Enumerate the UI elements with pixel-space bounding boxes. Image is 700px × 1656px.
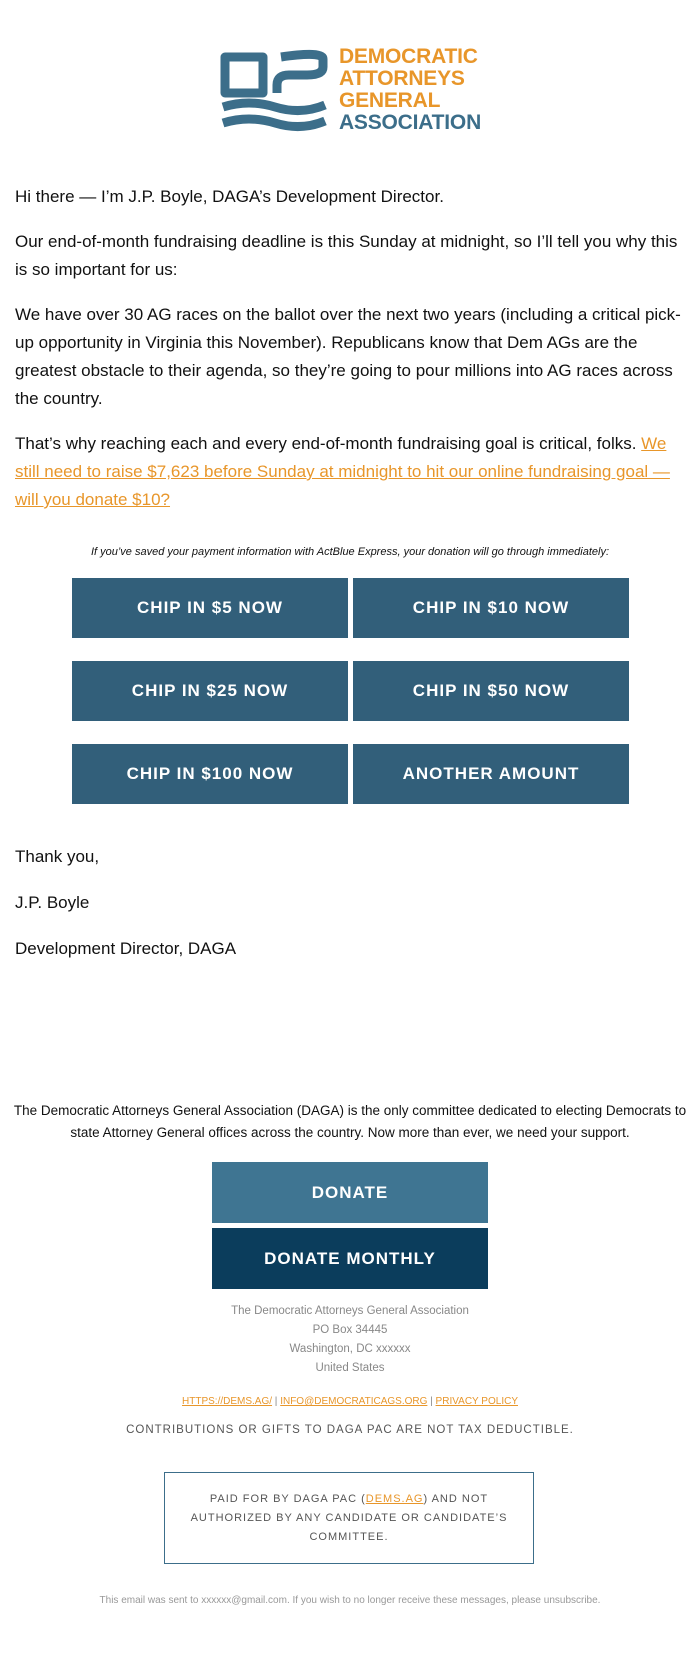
paid-for-pre: PAID FOR BY DAGA PAC ( <box>209 1492 366 1505</box>
donate-monthly-button[interactable]: DONATE MONTHLY <box>212 1228 488 1289</box>
signoff-title: Development Director, DAGA <box>15 939 237 958</box>
address-line-country: United States <box>315 1362 385 1374</box>
header-logo[interactable] <box>0 40 700 140</box>
greeting: Hi there — I’m J.P. Boyle, DAGA’s Development Director. <box>15 187 444 206</box>
another-amount-button[interactable]: ANOTHER AMOUNT <box>353 744 629 804</box>
signoff-thanks: Thank you, <box>15 847 100 866</box>
chip-in-50-button[interactable]: CHIP IN $50 NOW <box>353 661 629 721</box>
daga-flag-logo-icon <box>219 45 329 135</box>
letter-body <box>15 183 687 531</box>
link-separator: | <box>427 1396 436 1407</box>
logo-wordmark <box>339 46 481 134</box>
signoff-name: J.P. Boyle <box>15 893 90 912</box>
privacy-policy-link[interactable]: PRIVACY POLICY <box>435 1396 518 1407</box>
donate-button[interactable]: DONATE <box>212 1162 488 1223</box>
logo-line-attorneys: ATTORNEYS <box>338 67 465 90</box>
chip-in-10-button[interactable]: CHIP IN $10 NOW <box>353 578 629 638</box>
chip-in-buttons <box>72 578 630 804</box>
paragraph-goal-lead: That’s why reaching each and every end-of-month fundraising goal is critical, folks. <box>15 434 642 453</box>
paid-for-disclaimer <box>164 1472 534 1564</box>
footer-blurb: The Democratic Attorneys General Association (DAGA) is the only committee dedicated to electing Democrats to state Attorney General offices across the country. Now more than ever, we need your support. <box>13 1103 687 1140</box>
email-link[interactable]: INFO@DEMOCRATICAGS.ORG <box>280 1396 428 1407</box>
paid-for-post: ) AND NOT AUTHORIZED BY ANY CANDIDATE OR CANDIDATE’S COMMITTEE. <box>190 1492 508 1543</box>
website-link[interactable]: HTTPS://DEMS.AG/ <box>182 1396 273 1407</box>
signoff <box>15 843 687 981</box>
donate-ten-link[interactable]: We still need to raise $7,623 before Sunday at midnight to hit our online fundraising goal — will you donate $10? <box>15 434 670 509</box>
paragraph-deadline: Our end-of-month fundraising deadline is this Sunday at midnight, so I’ll tell you why this is so important for us: <box>15 232 678 279</box>
address-line-city: Washington, DC xxxxxx <box>289 1343 411 1355</box>
logo-line-association: ASSOCIATION <box>338 111 482 134</box>
tax-deductible-note: CONTRIBUTIONS OR GIFTS TO DAGA PAC ARE NOT TAX DEDUCTIBLE. <box>126 1424 574 1436</box>
chip-in-25-button[interactable]: CHIP IN $25 NOW <box>72 661 348 721</box>
link-separator: | <box>272 1396 281 1407</box>
logo-lockup <box>219 45 481 135</box>
paid-for-text <box>179 1490 519 1547</box>
mailing-address <box>0 1302 700 1378</box>
footer-links <box>0 1396 700 1407</box>
paragraph-goal <box>15 430 687 514</box>
chip-in-5-button[interactable]: CHIP IN $5 NOW <box>72 578 348 638</box>
actblue-express-note: If you’ve saved your payment information with ActBlue Express, your donation will go through immediately: <box>90 546 610 558</box>
logo-line-democratic: DEMOCRATIC <box>338 45 478 68</box>
address-line-org: The Democratic Attorneys General Association <box>231 1305 469 1317</box>
dems-ag-link[interactable]: DEMS.AG <box>365 1492 424 1505</box>
address-line-pobox: PO Box 34445 <box>312 1324 388 1336</box>
unsubscribe-note[interactable]: This email was sent to xxxxxx@gmail.com. If you wish to no longer receive these messages, please unsubscribe. <box>99 1595 601 1606</box>
logo-line-general: GENERAL <box>338 89 441 112</box>
chip-in-100-button[interactable]: CHIP IN $100 NOW <box>72 744 348 804</box>
paragraph-races: We have over 30 AG races on the ballot over the next two years (including a critical pick-up opportunity in Virginia this November). Republicans know that Dem AGs are the greatest obstacle to their agenda, so they’re going to pour millions into AG races across the country. <box>15 305 681 408</box>
